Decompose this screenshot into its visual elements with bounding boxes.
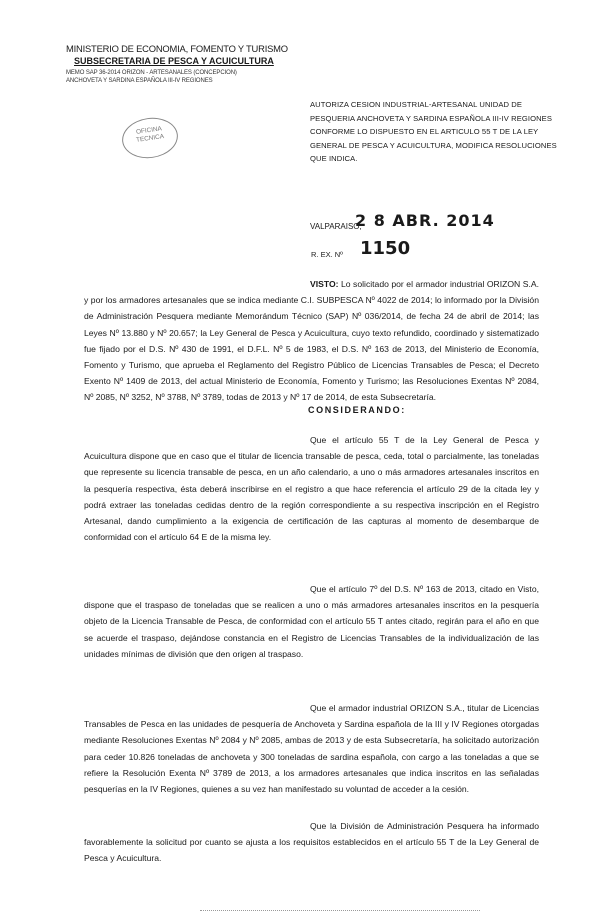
resolution-date: 2 8 ABR. 2014 <box>355 211 495 230</box>
resolution-subject: AUTORIZA CESION INDUSTRIAL-ARTESANAL UNIDAD DE PESQUERIA ANCHOVETA Y SARDINA ESPAÑOLA III-IV REGIONES CONFORME LO DISPUESTO EN EL ARTICULO 55 T DE LA LEY GENERAL DE PESCA Y ACUICULTURA, MODIFICA RESOLUCIONES QUE INDICA. <box>310 100 557 163</box>
letterhead <box>66 43 306 85</box>
office-stamp <box>119 114 180 161</box>
unit-reference: ANCHOVETA Y SARDINA ESPAÑOLA III-IV REGIONES <box>66 78 213 84</box>
paragraph-text: Que el armador industrial ORIZON S.A., titular de Licencias Transables de Pesca en las unidades de pesquería de Anchoveta y Sardina española de la III y IV Regiones otorgadas mediante Resoluciones Exentas Nº 2084 y Nº 2085, ambas de 2013 y de esta Subsecretaría, ha solicitado autorización para ceder 10.826 toneladas de anchoveta y 300 toneladas de sardina española, con cargo a las toneladas a que se refiere la Resolución Exenta Nº 3789 de 2013, a los armadores artesanales que indica inscritos en las señaladas pesquerías en la IV Regiones, quienes a su vez han manifestado su voluntad de acceder a la cesión. <box>84 703 539 795</box>
visto-text: Lo solicitado por el armador industrial ORIZON S.A. y por los armadores artesanales que se indica mediante C.I. SUBPESCA Nº 4022 de 2014; lo informado por la División de Administración Pesquera mediante Memorándum Técnico (SAP) Nº 036/2014, de fecha 24 de abril de 2014; las Leyes Nº 13.880 y Nº 20.657; la Ley General de Pesca y Acuicultura, cuyo texto refundido, coordinado y sistematizado fue fijado por el D.S. Nº 430 de 1991, el D.F.L. Nº 5 de 1983, el D.S. Nº 163 de 2013, del Ministerio de Economía, Fomento y Turismo, que aprueba el Reglamento del Registro Público de Licencias Transables de Pesca; el Decreto Exento Nº 1409 de 2013, del actual Ministerio de Economía, Fomento y Turismo; las Resoluciones Exentas Nº 2084, Nº 2085, Nº 3252, Nº 3788, Nº 3789, todas de 2013 y Nº 17 de 2014, de esta Subsecretaría. <box>84 279 539 403</box>
paragraph-text: Que la División de Administración Pesquera ha informado favorablemente la solicitud por cuanto se ajusta a los requisitos establecidos en el artículo 55 T de la Ley General de Pesca y Acuicultura. <box>84 821 539 864</box>
footer-divider <box>200 910 480 911</box>
stamp-line-1: OFICINA <box>135 125 163 136</box>
visto-label: VISTO: <box>310 279 339 289</box>
paragraph-text: Que el artículo 55 T de la Ley General de Pesca y Acuicultura dispone que en caso que el titular de licencia transable de pesca, ceda, total o parcialmente, las toneladas que represente su licencia transable de pesca, en un año calendario, a uno o más armadores artesanales inscritos en la pesquería respectiva, ésta deberá inscribirse en el registro a que hace referencia el artículo 29 de la citada ley y podrá extraer las toneladas cedidas dentro de la región correspondiente a su respectiva inscripción en el Registro Artesanal, dando cumplimiento a la exigencia de certificación de las capturas al momento de desembarque de conformidad con el artículo 64 E de la misma ley. <box>84 435 539 543</box>
paragraph-text: Que el artículo 7º del D.S. Nº 163 de 2013, citado en Visto, dispone que el traspaso de toneladas que se realicen a uno o más armadores artesanales inscritos en la pesquería objeto de la Licencia Transable de Pesca, de conformidad con el artículo 55 T antes citado, regirán para el año en que se acuerde el traspaso, dejándose constancia en el Registro de Licencias Transables de la individualización de las unidades mínimas de división que den origen al traspaso. <box>84 584 539 659</box>
rex-label: R. EX. Nº <box>311 250 343 259</box>
subsecretaria-name: SUBSECRETARIA DE PESCA Y ACUICULTURA <box>74 56 274 66</box>
resolution-number: 1150 <box>360 238 411 259</box>
visto-paragraph <box>84 276 539 406</box>
considerando-paragraph-4 <box>84 818 539 867</box>
ministry-name: MINISTERIO DE ECONOMIA, FOMENTO Y TURISMO <box>66 43 288 54</box>
considerando-heading: CONSIDERANDO: <box>308 405 406 415</box>
place-label: VALPARAISO, <box>310 222 362 231</box>
stamp-line-2: TECNICA <box>135 133 165 144</box>
memo-reference: MEMO SAP 36-2014 ORIZON - ARTESANALES (CONCEPCION) <box>66 70 237 76</box>
considerando-paragraph-1 <box>84 432 539 545</box>
considerando-paragraph-3 <box>84 700 539 797</box>
considerando-paragraph-2 <box>84 581 539 662</box>
